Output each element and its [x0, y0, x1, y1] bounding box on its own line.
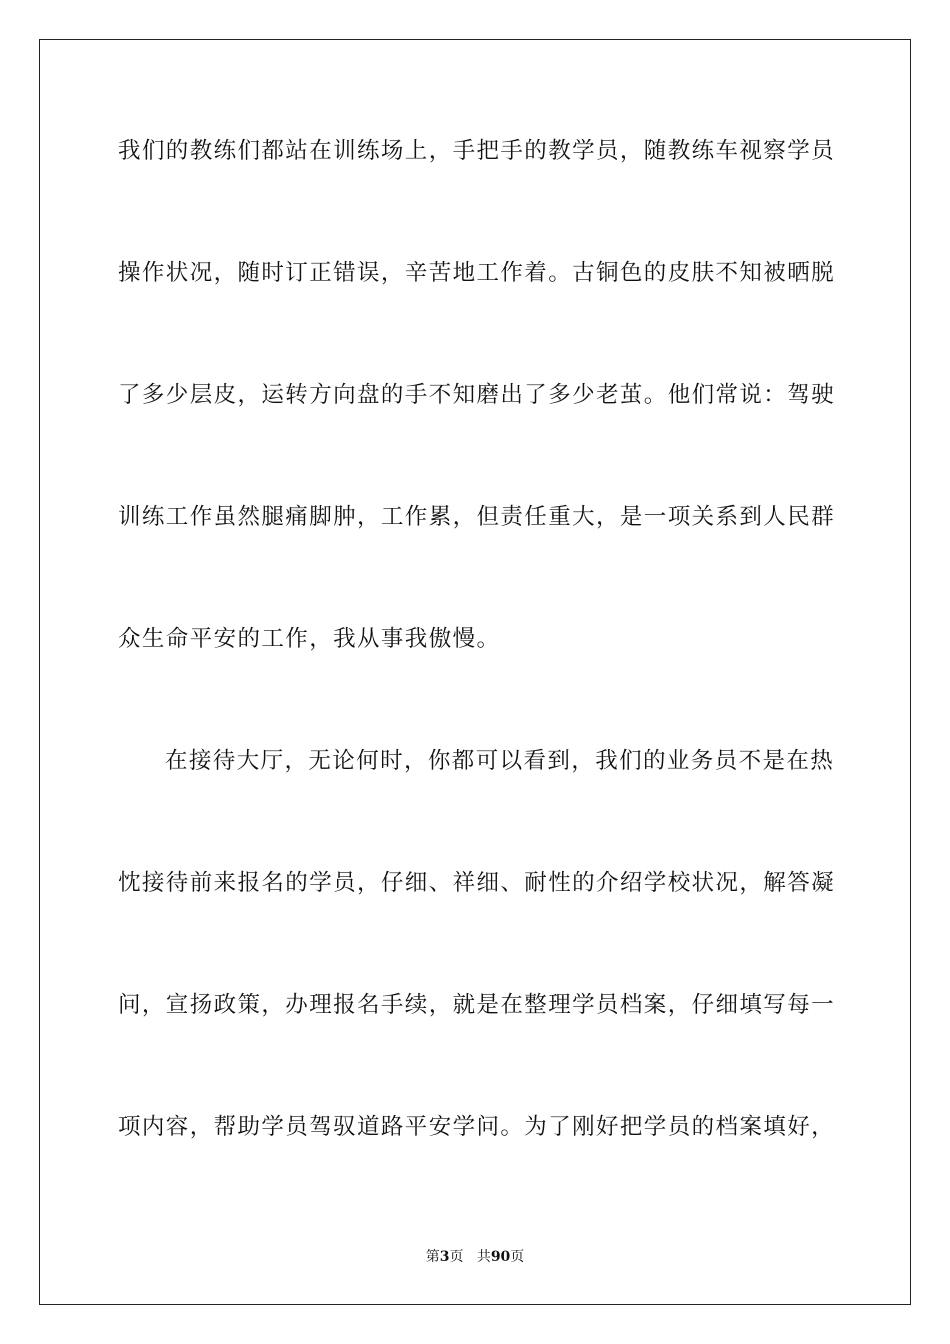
footer-total-pages: 90: [490, 1249, 511, 1265]
footer-total-suffix: 页: [510, 1249, 525, 1265]
text-line-5: 众生命平安的工作，我从事我傲慢。: [118, 626, 501, 652]
text-line-6: 在接待大厅，无论何时，你都可以看到，我们的业务员不是在热: [165, 748, 835, 774]
footer-total-prefix: 共: [476, 1249, 491, 1265]
footer-prefix: 第: [425, 1249, 440, 1265]
footer-page-number: 3: [439, 1249, 450, 1265]
text-line-9: 项内容，帮助学员驾驭道路平安学问。为了刚好把学员的档案填好，: [118, 1114, 836, 1140]
page-footer: [0, 1248, 950, 1266]
text-line-7: 忱接待前来报名的学员，仔细、祥细、耐性的介绍学校状况，解答凝: [118, 870, 836, 896]
text-line-2: 操作状况，随时订正错误，辛苦地工作着。古铜色的皮肤不知被晒脱: [118, 260, 836, 286]
footer-page-suffix: 页: [449, 1249, 464, 1265]
text-line-4: 训练工作虽然腿痛脚肿，工作累，但责任重大，是一项关系到人民群: [118, 504, 836, 530]
text-line-3: 了多少层皮，运转方向盘的手不知磨出了多少老茧。他们常说：驾驶: [118, 382, 836, 408]
text-line-1: 我们的教练们都站在训练场上，手把手的教学员，随教练车视察学员: [118, 138, 836, 164]
text-line-8: 问，宣扬政策，办理报名手续，就是在整理学员档案，仔细填写每一: [118, 992, 836, 1018]
